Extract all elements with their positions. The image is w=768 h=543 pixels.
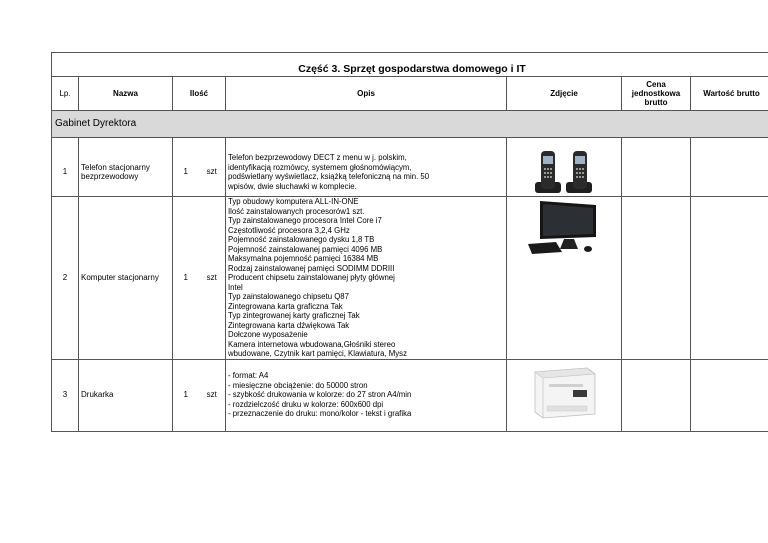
item-wartosc [691, 359, 768, 431]
opis-line: Kamera internetowa wbudowana,Głośniki stereo [228, 339, 396, 349]
item-jm: szt [199, 359, 226, 431]
item-lp: 3 [52, 359, 79, 431]
item-jm: szt [199, 197, 226, 360]
opis-line: Maksymalna pojemność pamięci 16384 MB [228, 254, 379, 263]
laser-printer-icon [529, 362, 599, 420]
opis-line: - przeznaczenie do druku: mono/kolor - tekst i grafika [228, 409, 412, 419]
opis-line: Typ zainstalowanego chipsetu Q87 [228, 292, 349, 301]
item-ilosc: 1 [173, 359, 199, 431]
header-nazwa: Nazwa [79, 77, 173, 111]
item-photo [507, 359, 622, 431]
item-nazwa: Telefon stacjonarny bezprzewodowy [79, 148, 173, 197]
table-header-row [52, 77, 768, 111]
opis-line: Typ obudowy komputera ALL-IN-ONE [228, 197, 359, 206]
opis-line: Producent chipsetu zainstalowanej płyty głównej [228, 273, 395, 282]
item-opis [226, 197, 507, 360]
opis-line: identyfikacją rozmówcy, systemem głośnomówiącym, [228, 162, 412, 172]
opis-line: wpisów, dwie słuchawki w komplecie. [228, 181, 357, 191]
section-row [52, 111, 768, 138]
opis-line: Ilość zainstalowanych procesorów1 szt. [228, 206, 365, 216]
item-opis [226, 148, 507, 197]
opis-line: - szybkość drukowania w kolorze: do 27 stron A4/min [228, 390, 412, 400]
opis-line: Pojemność zainstalowanego dysku 1,8 TB [228, 235, 375, 244]
opis-line: wbudowane, Czytnik kart pamięci, Klawiatura, Mysz [228, 349, 407, 358]
item-nazwa: Komputer stacjonarny [79, 197, 173, 360]
opis-line: Dołczone wyposażenie [228, 330, 308, 339]
item-cena [622, 148, 691, 197]
cordless-phone-pair-icon [533, 149, 595, 195]
opis-line: Pojemność zainstalowanej pamięci 4096 MB [228, 244, 383, 254]
item-lp: 1 [52, 148, 79, 197]
header-lp: Lp. [52, 77, 79, 111]
item-cena [622, 197, 691, 360]
item-jm: szt [199, 148, 226, 197]
item-wartosc [691, 148, 768, 197]
item-ilosc: 1 [173, 197, 199, 360]
item-wartosc [691, 197, 768, 360]
table-title: Część 3. Sprzęt gospodarstwa domowego i IT [52, 53, 768, 77]
item-photo [507, 197, 622, 360]
item-lp: 2 [52, 197, 79, 360]
opis-line: Intel [228, 282, 243, 292]
opis-line: Typ zintegrowanej karty graficznej Tak [228, 311, 360, 320]
item-opis [226, 359, 507, 431]
header-cena [622, 77, 691, 111]
item-nazwa: Drukarka [79, 359, 173, 431]
opis-line: Częstotliwość procesora 3,2,4 GHz [228, 225, 350, 235]
spec-table [51, 52, 768, 432]
header-zdjecie: Zdjęcie [507, 77, 622, 111]
opis-line: - miesięczne obciążenie: do 50000 stron [228, 380, 368, 390]
opis-line: Telefon bezprzewodowy DECT z menu w j. polskim, [228, 153, 407, 162]
header-cena-line3: brutto [644, 98, 668, 108]
opis-line: Rodzaj zainstalowanej pamięci SODIMM DDRIII [228, 263, 395, 273]
opis-line: - format: A4 [228, 371, 269, 381]
item-cena [622, 359, 691, 431]
section-name: Gabinet Dyrektora [52, 111, 768, 138]
item-ilosc: 1 [173, 148, 199, 197]
opis-line: Zintegrowana karta graficzna Tak [228, 301, 343, 311]
item-photo [507, 148, 622, 197]
table-row [52, 197, 768, 360]
all-in-one-computer-icon [526, 199, 602, 259]
header-wartosc: Wartość brutto [691, 77, 768, 111]
header-opis: Opis [226, 77, 507, 111]
table-title-row [52, 53, 768, 77]
header-cena-line2: jednostkowa [631, 88, 681, 98]
opis-line: Typ zainstalowanego procesora Intel Core i7 [228, 216, 382, 225]
opis-line: - rozdzielczość druku w kolorze: 600x600 dpi [228, 399, 384, 409]
table-row [52, 359, 768, 431]
opis-line: Zintegrowana karta dźwiękowa Tak [228, 320, 350, 330]
header-ilosc: Ilość [173, 77, 226, 111]
header-cena-line1: Cena [646, 79, 666, 89]
spacer-row [52, 138, 768, 149]
table-row [52, 148, 768, 197]
opis-line: podświetlany wyświetlacz, książką telefoniczną na min. 50 [228, 172, 430, 181]
